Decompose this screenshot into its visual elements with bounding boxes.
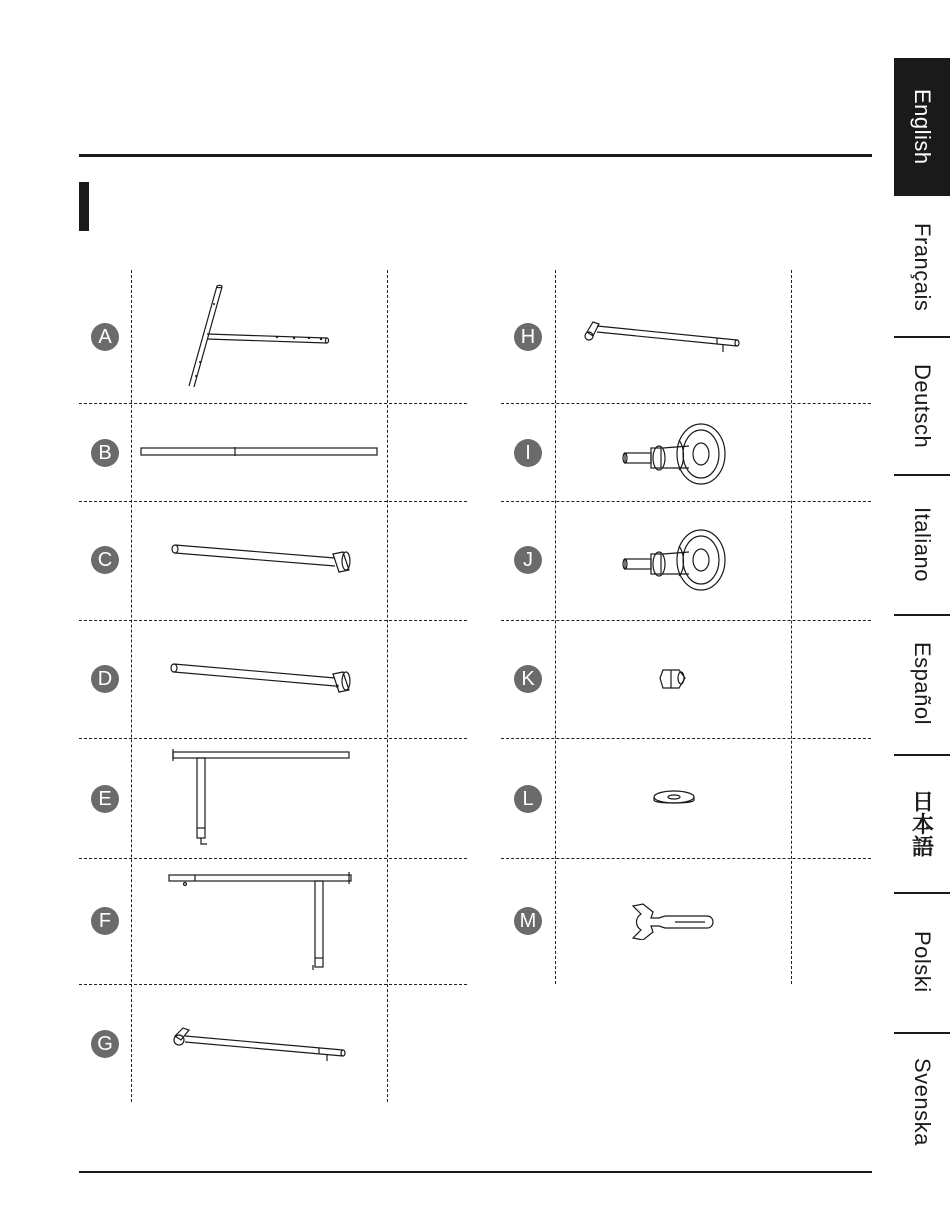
- bottom-rule: [79, 1171, 872, 1173]
- tab-label: Français: [910, 222, 935, 312]
- divider: [501, 620, 871, 621]
- divider: [79, 984, 467, 985]
- tab-deutsch[interactable]: [894, 337, 950, 475]
- two-piece-bar-icon: [139, 446, 381, 458]
- parts-list: [79, 270, 879, 1110]
- divider: [387, 270, 388, 1102]
- divider: [79, 403, 467, 404]
- tube-with-end-connector-icon: [169, 540, 359, 580]
- divider: [79, 738, 467, 739]
- part-letter-badge: E: [91, 785, 119, 813]
- divider: [131, 270, 132, 1102]
- upright-frame-icon: [169, 748, 354, 848]
- divider: [501, 738, 871, 739]
- tab-english[interactable]: [894, 58, 950, 196]
- caster-wheel-icon: [619, 524, 729, 600]
- divider: [79, 501, 467, 502]
- hex-nut-icon: [657, 666, 689, 692]
- part-letter-badge: C: [91, 546, 119, 574]
- part-letter-badge: L: [514, 785, 542, 813]
- tube-with-end-connector-icon: [169, 660, 359, 700]
- washer-icon: [651, 788, 697, 808]
- part-letter-badge: H: [514, 323, 542, 351]
- part-letter-badge: I: [514, 439, 542, 467]
- divider: [79, 858, 467, 859]
- tab-polski[interactable]: [894, 893, 950, 1031]
- part-letter-badge: F: [91, 907, 119, 935]
- part-letter-badge: A: [91, 323, 119, 351]
- tab-svenska[interactable]: [894, 1033, 950, 1171]
- tab-italiano[interactable]: [894, 475, 950, 613]
- t-frame-with-post-icon: [179, 282, 339, 392]
- tab-japanese[interactable]: [894, 755, 950, 893]
- tab-label: Español: [910, 642, 935, 726]
- divider: [501, 858, 871, 859]
- upright-frame-icon: [167, 870, 357, 976]
- tube-with-end-connector-icon: [581, 316, 745, 360]
- divider: [791, 270, 792, 984]
- part-letter-badge: G: [91, 1030, 119, 1058]
- part-letter-badge: M: [514, 907, 542, 935]
- caster-wheel-icon: [619, 418, 729, 494]
- tube-with-end-connector-icon: [169, 1022, 351, 1066]
- wrench-icon: [629, 900, 719, 940]
- part-letter-badge: J: [514, 546, 542, 574]
- tab-label: English: [910, 89, 935, 165]
- divider: [555, 270, 556, 984]
- tab-francais[interactable]: [894, 198, 950, 336]
- part-letter-badge: B: [91, 439, 119, 467]
- tab-label: 日本語: [909, 790, 935, 858]
- section-marker: [79, 182, 89, 231]
- divider: [79, 620, 467, 621]
- divider: [501, 403, 871, 404]
- part-letter-badge: K: [514, 665, 542, 693]
- tab-label: Svenska: [910, 1058, 935, 1146]
- tab-label: Polski: [910, 931, 935, 993]
- top-rule: [79, 154, 872, 157]
- part-letter-badge: D: [91, 665, 119, 693]
- divider: [501, 501, 871, 502]
- tab-label: Deutsch: [910, 363, 935, 449]
- tab-label: Italiano: [910, 506, 935, 582]
- tab-espanol[interactable]: [894, 615, 950, 753]
